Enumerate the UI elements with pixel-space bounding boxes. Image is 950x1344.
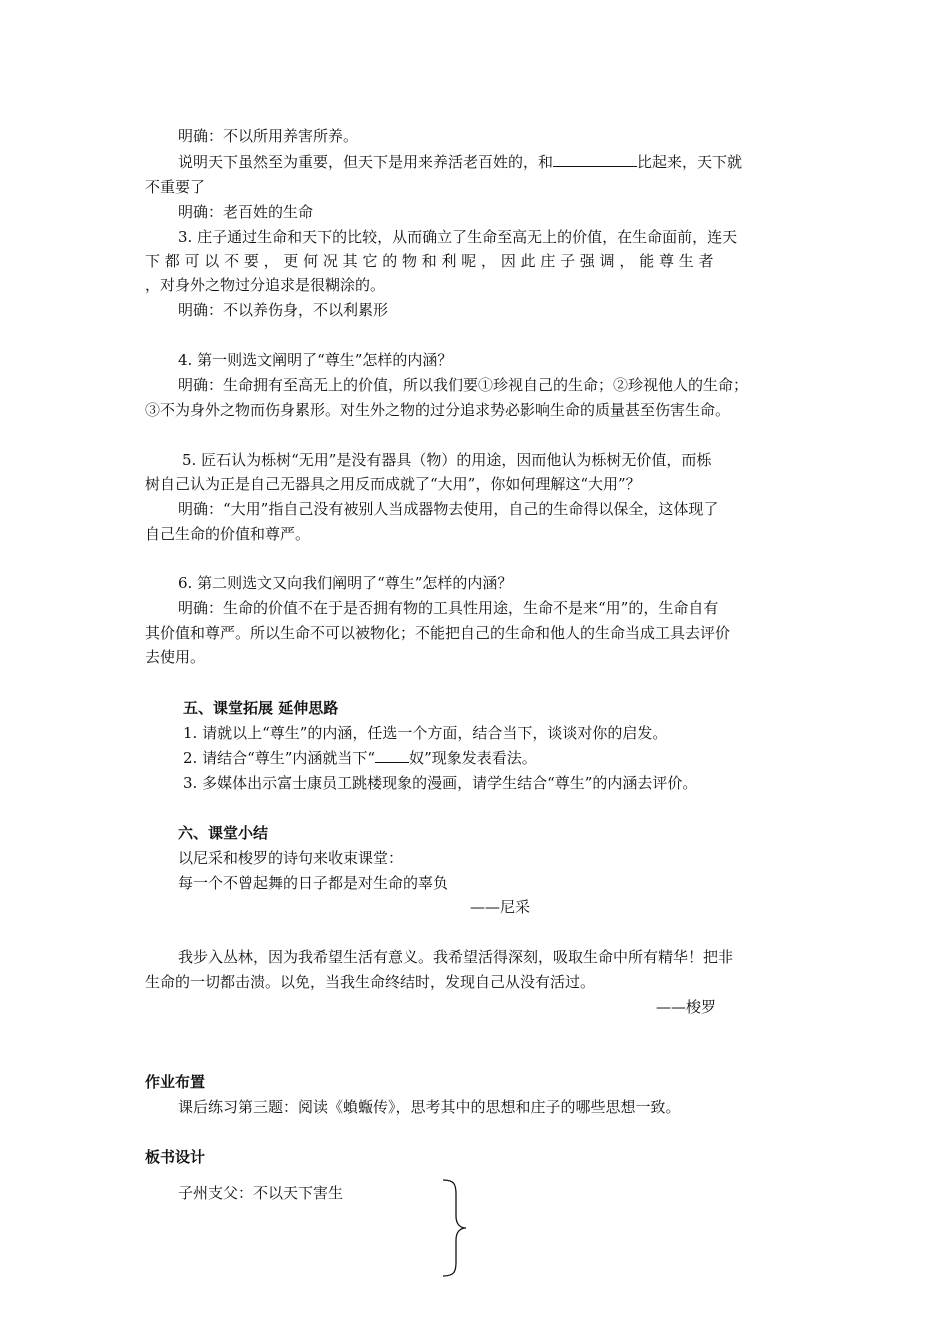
list-item bbox=[183, 748, 537, 768]
text-span: 比起来，天下就 bbox=[637, 153, 743, 171]
text-line: 明确：生命拥有至高无上的价值，所以我们要①珍视自己的生命；②珍视他人的生命； bbox=[178, 376, 749, 394]
text-span: 奴”现象发表看法。 bbox=[409, 749, 537, 767]
text-span: 说明天下虽然至为重要，但天下是用来养活老百姓的，和 bbox=[178, 153, 554, 171]
quote-attribution: ——尼采 bbox=[470, 898, 531, 916]
section-heading: 六、课堂小结 bbox=[178, 824, 269, 842]
section-heading: 板书设计 bbox=[145, 1148, 206, 1166]
quote-line: 生命的一切都击溃。以免，当我生命终结时，发现自己从没有活过。 bbox=[145, 973, 596, 991]
text-line bbox=[178, 152, 742, 172]
text-span: 2. 请结合“尊生”内涵就当下“ bbox=[183, 749, 376, 767]
right-brace-icon bbox=[440, 1178, 470, 1278]
text-line: 3. 庄子通过生命和天下的比较，从而确立了生命至高无上的价值，在生命面前，连天 bbox=[178, 228, 738, 246]
text-line: 明确：“大用”指自己没有被别人当成器物去使用，自己的生命得以保全，这体现了 bbox=[178, 500, 719, 518]
quote-line: 每一个不曾起舞的日子都是对生命的辜负 bbox=[178, 874, 449, 892]
text-line: 明确：老百姓的生命 bbox=[178, 203, 314, 221]
text-line: 5. 匠石认为栎树“无用”是没有器具（物）的用途，因而他认为栎树无价值，而栎 bbox=[182, 451, 712, 469]
text-line: 明确：不以所用养害所养。 bbox=[178, 127, 359, 145]
list-item: 3. 多媒体出示富士康员工跳楼现象的漫画，请学生结合“尊生”的内涵去评价。 bbox=[183, 774, 698, 792]
text-line: 下 都 可 以 不 要 ， 更 何 况 其 它 的 物 和 利 呢 ， 因 此 庄 子 强 调 ， 能 尊 生 者 bbox=[145, 252, 714, 270]
section-heading: 五、课堂拓展 延伸思路 bbox=[183, 699, 339, 717]
text-line: 6. 第二则选文又向我们阐明了“尊生”怎样的内涵？ bbox=[178, 574, 513, 592]
text-line: 自己生命的价值和尊严。 bbox=[145, 525, 311, 543]
text-line: ③不为身外之物而伤身累形。对生外之物的过分追求势必影响生命的质量甚至伤害生命。 bbox=[145, 401, 731, 419]
fill-blank bbox=[553, 152, 637, 167]
quote-attribution: ——梭罗 bbox=[656, 998, 717, 1016]
text-line: 以尼采和梭罗的诗句来收束课堂： bbox=[178, 849, 404, 867]
text-line: 不重要了 bbox=[145, 178, 206, 196]
quote-line: 我步入丛林，因为我希望生活有意义。我希望活得深刻，吸取生命中所有精华！把非 bbox=[178, 948, 734, 966]
fill-blank bbox=[375, 748, 409, 763]
text-line: 课后练习第三题：阅读《蝜蝂传》，思考其中的思想和庄子的哪些思想一致。 bbox=[178, 1098, 681, 1116]
text-line: 子州支父：不以天下害生 bbox=[178, 1184, 344, 1202]
text-line: 树自己认为正是自己无器具之用反而成就了“大用”，你如何理解这“大用”？ bbox=[145, 475, 641, 493]
section-heading: 作业布置 bbox=[145, 1073, 206, 1091]
text-line: 4. 第一则选文阐明了“尊生”怎样的内涵？ bbox=[178, 351, 453, 369]
text-line: 去使用。 bbox=[145, 648, 206, 666]
text-line: 明确：生命的价值不在于是否拥有物的工具性用途，生命不是来“用”的，生命自有 bbox=[178, 599, 719, 617]
list-item: 1. 请就以上“尊生”的内涵，任选一个方面，结合当下，谈谈对你的启发。 bbox=[183, 724, 668, 742]
text-line: 明确：不以养伤身，不以利累形 bbox=[178, 301, 389, 319]
text-line: ，对身外之物过分追求是很糊涂的。 bbox=[145, 276, 386, 294]
text-line: 其价值和尊严。所以生命不可以被物化；不能把自己的生命和他人的生命当成工具去评价 bbox=[145, 624, 731, 642]
